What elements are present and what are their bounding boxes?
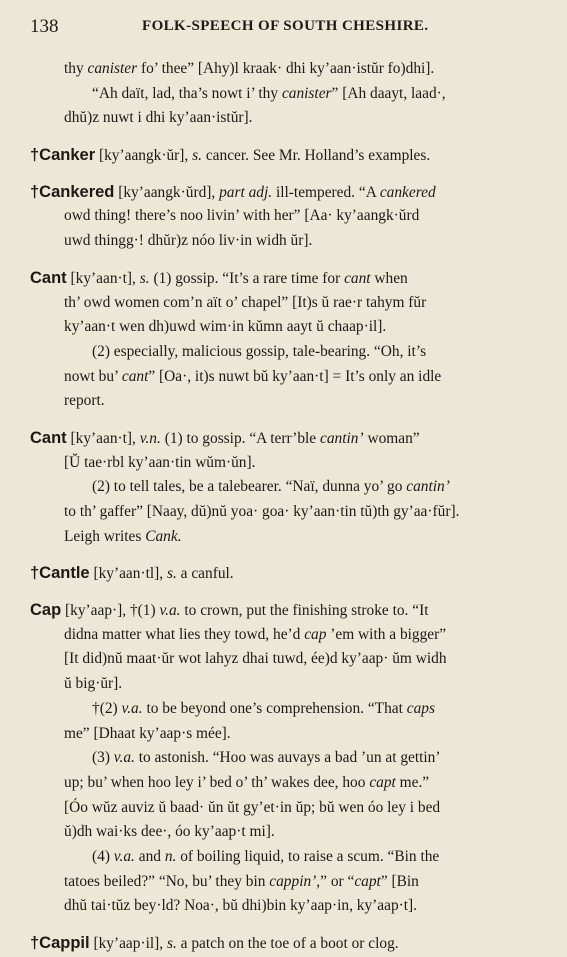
text-segment: me.” bbox=[395, 773, 430, 791]
text-line bbox=[30, 340, 550, 365]
entry-first-line bbox=[30, 561, 550, 586]
dictionary-text bbox=[30, 57, 550, 956]
text-segment: a canful. bbox=[176, 565, 234, 583]
text-segment: [ky’aan·tl], bbox=[89, 565, 167, 583]
text-line bbox=[30, 57, 550, 82]
italic-text: cant bbox=[121, 367, 149, 385]
italic-text: s. bbox=[166, 565, 177, 583]
italic-text: capt bbox=[354, 872, 381, 890]
italic-text: v.a. bbox=[113, 847, 135, 865]
italic-text: cant bbox=[344, 269, 371, 287]
text-segment: didna matter what lies they towd, he’d bbox=[64, 625, 305, 643]
text-line bbox=[30, 672, 550, 697]
text-segment: ” [Bin bbox=[380, 872, 419, 890]
headword: †Cantle bbox=[30, 564, 90, 583]
italic-text: canister bbox=[87, 60, 138, 77]
text-line bbox=[30, 623, 550, 648]
text-segment: [ky’aan·t], bbox=[66, 269, 140, 287]
headword: †Canker bbox=[30, 146, 96, 165]
text-segment: dhŭ tai·tŭz bey·ld? Noa·, bŭ dhi)bin ky’aap·in, ky’aap·t]. bbox=[64, 897, 418, 915]
text-segment: [ky’aap·il], bbox=[89, 935, 167, 952]
italic-text: canister bbox=[281, 84, 332, 102]
italic-text: caps bbox=[406, 699, 435, 717]
text-segment: cancer. See Mr. Holland’s examples. bbox=[201, 147, 431, 165]
text-line bbox=[30, 315, 550, 340]
text-segment: a patch on the toe of a boot or clog. bbox=[176, 935, 399, 952]
text-segment: ky’aan·t wen dh)uwd wim·in kŭmn aayt ŭ chaap·il]. bbox=[64, 318, 387, 336]
text-segment: tatoes beiled?” “No, bu’ they bin bbox=[64, 872, 270, 890]
text-line bbox=[30, 796, 550, 821]
text-segment: and bbox=[134, 847, 165, 865]
text-segment: “Ah daït, lad, tha’s nowt i’ thy bbox=[92, 84, 282, 102]
text-line bbox=[30, 106, 550, 131]
italic-text: v.a. bbox=[113, 749, 135, 767]
text-segment: ’em with a bigger” bbox=[326, 625, 447, 643]
headword: †Cankered bbox=[30, 182, 115, 201]
page-header bbox=[30, 16, 549, 38]
text-line bbox=[30, 500, 550, 525]
text-line bbox=[30, 820, 550, 845]
text-line bbox=[30, 204, 550, 229]
entry-spacer bbox=[30, 414, 550, 426]
page-number: 138 bbox=[30, 16, 59, 37]
entry-first-line bbox=[30, 931, 550, 956]
entry-spacer bbox=[30, 919, 550, 931]
text-line bbox=[30, 451, 550, 476]
headword: Cant bbox=[30, 268, 67, 287]
text-line bbox=[30, 525, 550, 550]
headword: †Cappil bbox=[30, 934, 90, 952]
text-line bbox=[30, 647, 550, 672]
text-segment: ŭ)dh wai·ks dee·, óo ky’aap·t mi]. bbox=[64, 823, 275, 841]
text-segment: (3) bbox=[92, 749, 114, 767]
text-segment: up; bu’ when hoo ley i’ bed o’ th’ wakes dee, hoo bbox=[64, 773, 370, 791]
text-segment: report. bbox=[64, 392, 105, 410]
text-segment: ” [Ah daayt, laad·, bbox=[331, 84, 446, 102]
text-line bbox=[30, 771, 550, 796]
entry-first-line bbox=[30, 266, 550, 291]
text-segment: [ky’aangk·ŭrd], bbox=[114, 183, 220, 201]
italic-text: v.n. bbox=[139, 429, 161, 447]
text-segment: uwd thingg·! dhŭr)z nóo liv·in widh ŭr]. bbox=[64, 232, 313, 250]
text-segment: [It did)nŭ maat·ŭr wot lahyz dhai tuwd, ée)d ky’aap· ŭm widh bbox=[64, 650, 447, 668]
text-line bbox=[30, 475, 550, 500]
italic-text: capt bbox=[369, 773, 396, 791]
text-line bbox=[30, 365, 550, 390]
text-line bbox=[30, 229, 550, 254]
text-line bbox=[30, 291, 550, 316]
text-line bbox=[30, 722, 550, 747]
text-line bbox=[30, 845, 550, 870]
italic-text: cantin’ bbox=[406, 478, 450, 496]
text-segment: ,” or “ bbox=[316, 872, 355, 890]
text-segment: to th’ gaffer” [Naay, dŭ)nŭ yoa· goa· ky’aan·tin tŭ)th gy’aa·fŭr]. bbox=[64, 503, 460, 520]
text-segment: (1) to gossip. “A terr’ble bbox=[160, 429, 320, 447]
text-segment: to crown, put the finishing stroke to. “It bbox=[180, 602, 429, 620]
italic-text: s. bbox=[139, 269, 150, 287]
italic-text: cankered bbox=[379, 183, 436, 201]
text-segment: [Ŭ tae·rbl ky’aan·tin wŭm·ŭn]. bbox=[64, 453, 256, 471]
italic-text: n. bbox=[164, 847, 177, 865]
text-segment: [ky’aap·], †(1) bbox=[61, 602, 160, 620]
headword: Cant bbox=[30, 428, 67, 447]
headword: Cap bbox=[30, 601, 62, 620]
text-segment: [ky’aan·t], bbox=[66, 429, 140, 447]
text-line bbox=[30, 894, 550, 919]
text-segment: me” [Dhaat ky’aap·s mée]. bbox=[64, 724, 231, 742]
text-segment: (2) to tell tales, be a talebearer. “Naï, dunna yo’ go bbox=[92, 478, 407, 496]
text-segment: woman” bbox=[363, 429, 420, 447]
text-line bbox=[30, 746, 550, 771]
running-title: FOLK-SPEECH OF SOUTH CHESHIRE. bbox=[142, 18, 429, 34]
italic-text: part adj. bbox=[219, 183, 273, 201]
entry-first-line bbox=[30, 426, 550, 451]
italic-text: s. bbox=[192, 147, 202, 165]
entry-first-line bbox=[30, 598, 550, 623]
text-segment: (4) bbox=[92, 847, 114, 865]
text-segment: owd thing! there’s noo livin’ with her” [Aa· ky’aangk·ŭrd bbox=[64, 207, 420, 225]
text-segment: [Óo wŭz auviz ŭ baad· ŭn ŭt gy’et·in ŭp; bŭ wen óo ley i bed bbox=[64, 798, 441, 816]
text-line bbox=[30, 389, 550, 414]
italic-text: s. bbox=[166, 935, 177, 952]
italic-text: v.a. bbox=[159, 602, 181, 620]
text-segment: to be beyond one’s comprehension. “That bbox=[142, 699, 407, 717]
entry-spacer bbox=[30, 586, 550, 598]
text-segment: (2) especially, malicious gossip, tale-bearing. “Oh, it’s bbox=[92, 342, 427, 360]
text-segment: ill-tempered. “A bbox=[272, 183, 380, 201]
entry-spacer bbox=[30, 168, 550, 180]
text-segment: th’ owd women com’n aït o’ chapel” [It)s ŭ rae·r tahym fŭr bbox=[64, 293, 427, 311]
text-segment: to astonish. “Hoo was auvays a bad ’un at gettin’ bbox=[134, 749, 441, 767]
text-segment: [ky’aangk·ŭr], bbox=[95, 147, 193, 165]
italic-text: v.a. bbox=[121, 699, 143, 717]
text-segment: nowt bu’ bbox=[64, 367, 122, 385]
text-segment: thy bbox=[64, 60, 88, 77]
text-segment: ŭ big·ŭr]. bbox=[64, 675, 123, 693]
text-segment: Leigh writes bbox=[64, 527, 146, 545]
entry-spacer bbox=[30, 254, 550, 266]
text-line bbox=[30, 870, 550, 895]
text-segment: (1) gossip. “It’s a rare time for bbox=[149, 269, 345, 287]
text-segment: of boiling liquid, to raise a scum. “Bin the bbox=[176, 847, 440, 865]
entry-spacer bbox=[30, 131, 550, 143]
italic-text: cap bbox=[304, 625, 327, 643]
text-segment: dhŭ)z nuwt i dhi ky’aan·istŭr]. bbox=[64, 109, 253, 127]
entry-first-line bbox=[30, 180, 550, 205]
italic-text: Cank. bbox=[145, 527, 182, 545]
text-line bbox=[30, 82, 550, 107]
italic-text: cantin’ bbox=[320, 429, 364, 447]
text-segment: ” [Oa·, it)s nuwt bŭ ky’aan·t] = It’s only an idle bbox=[148, 367, 442, 385]
text-line bbox=[30, 697, 550, 722]
entry-first-line bbox=[30, 143, 550, 168]
italic-text: cappin’ bbox=[269, 872, 317, 890]
text-segment: when bbox=[370, 269, 408, 287]
text-segment: †(2) bbox=[92, 699, 122, 717]
entry-spacer bbox=[30, 549, 550, 561]
text-segment: fo’ thee” [Ahy)l kraak· dhi ky’aan·istŭr fo)dhi]. bbox=[137, 60, 435, 77]
